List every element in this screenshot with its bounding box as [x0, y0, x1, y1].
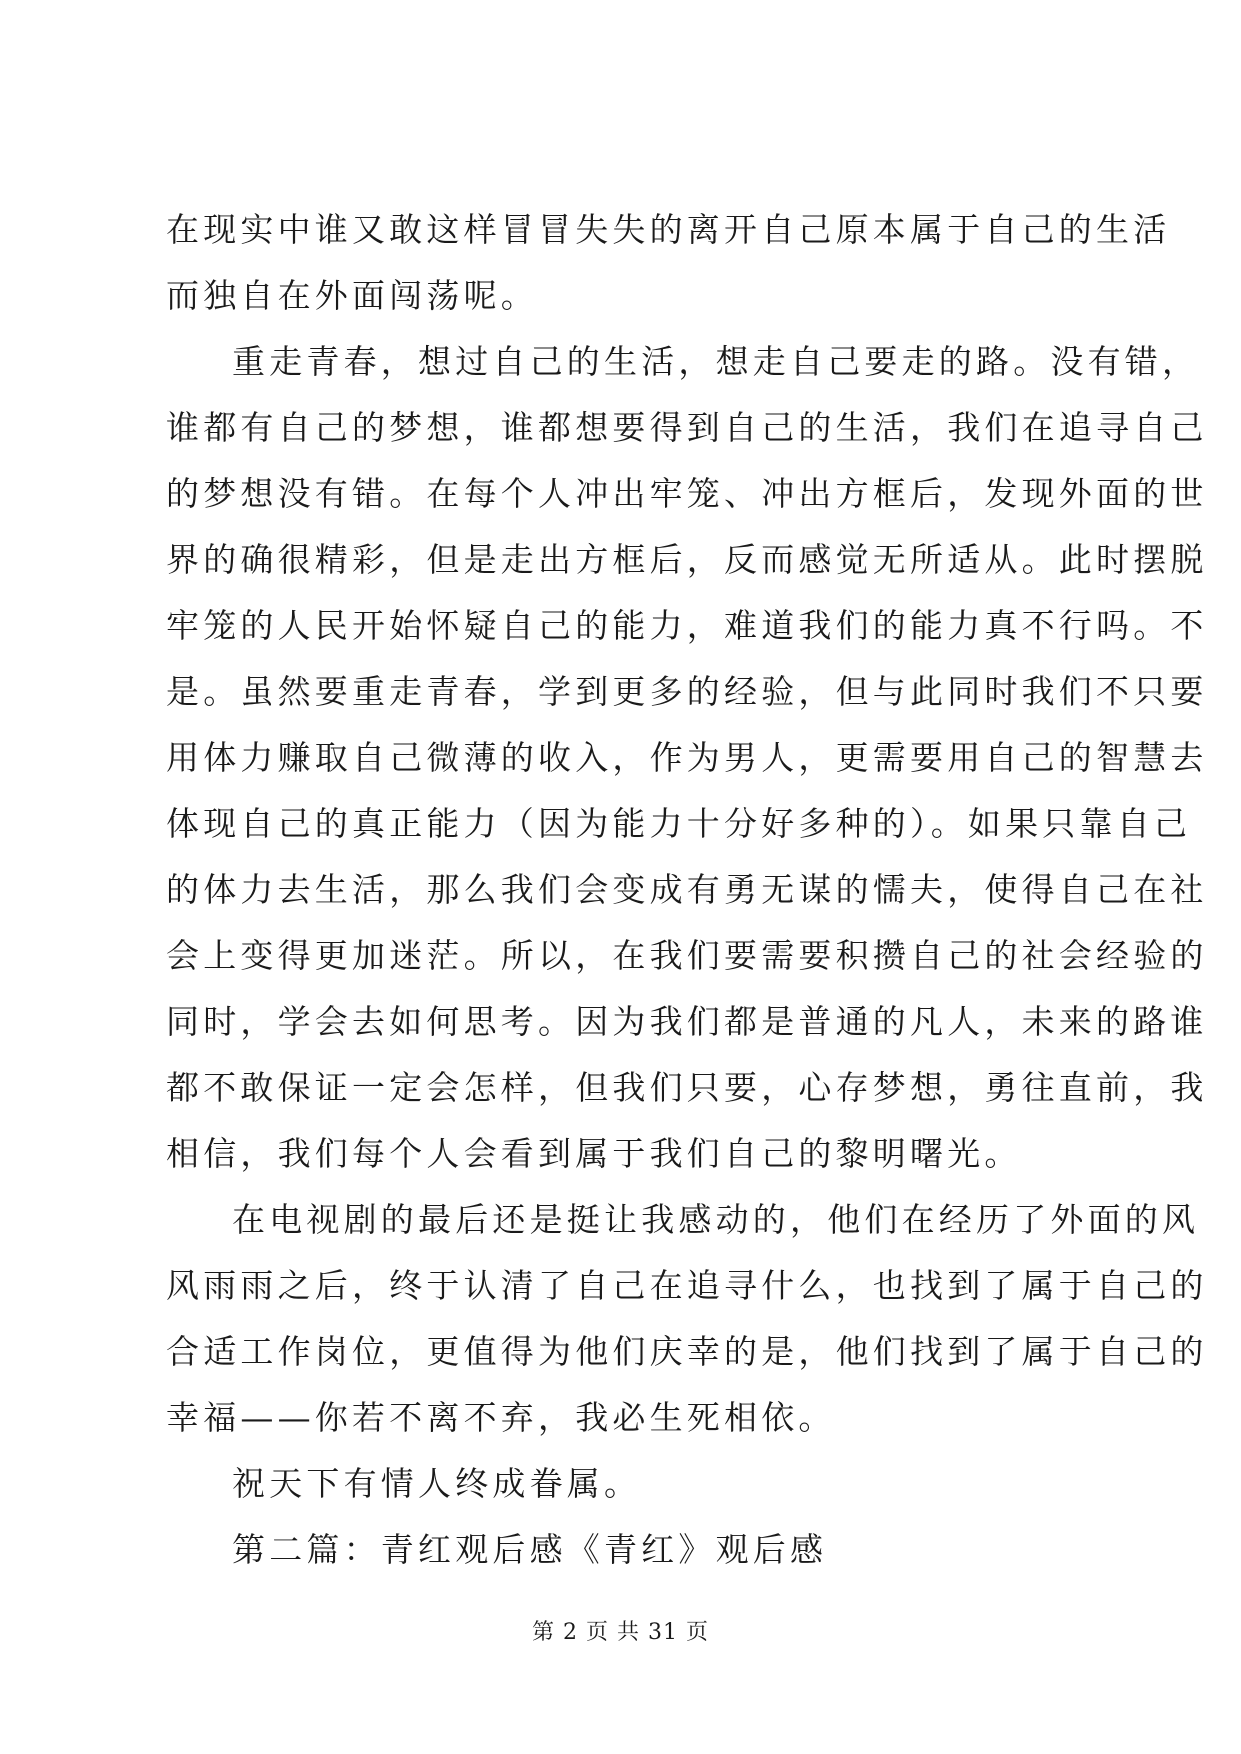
text-line: 合适工作岗位，更值得为他们庆幸的是，他们找到了属于自己的: [166, 1332, 1208, 1371]
text-line: 同时，学会去如何思考。因为我们都是普通的凡人，未来的路谁: [166, 1002, 1208, 1041]
text-line: 都不敢保证一定会怎样，但我们只要，心存梦想，勇往直前，我: [166, 1068, 1208, 1107]
text-line: 牢笼的人民开始怀疑自己的能力，难道我们的能力真不行吗。不: [166, 606, 1208, 645]
text-line: 谁都有自己的梦想，谁都想要得到自己的生活，我们在追寻自己: [166, 408, 1208, 447]
text-line: 风雨雨之后，终于认清了自己在追寻什么，也找到了属于自己的: [166, 1266, 1208, 1305]
text-line: 会上变得更加迷茫。所以，在我们要需要积攒自己的社会经验的: [166, 936, 1208, 975]
page-number-footer: 第 2 页 共 31 页: [532, 1620, 709, 1645]
text-line: 是。虽然要重走青春，学到更多的经验，但与此同时我们不只要: [166, 672, 1208, 711]
text-line: 祝天下有情人终成眷属。: [232, 1464, 642, 1503]
text-line: 用体力赚取自己微薄的收入，作为男人，更需要用自己的智慧去: [166, 738, 1208, 777]
section-heading: 第二篇：青红观后感《青红》观后感: [232, 1530, 828, 1569]
text-line: 相信，我们每个人会看到属于我们自己的黎明曙光。: [166, 1134, 1022, 1173]
text-line: 在现实中谁又敢这样冒冒失失的离开自己原本属于自己的生活: [166, 210, 1171, 249]
text-line: 而独自在外面闯荡呢。: [166, 276, 538, 315]
text-line: 的梦想没有错。在每个人冲出牢笼、冲出方框后，发现外面的世: [166, 474, 1208, 513]
text-line: 体现自己的真正能力（因为能力十分好多种的）。如果只靠自己: [166, 804, 1192, 843]
text-line: 在电视剧的最后还是挺让我感动的，他们在经历了外面的风: [232, 1200, 1200, 1239]
text-line: 界的确很精彩，但是走出方框后，反而感觉无所适从。此时摆脱: [166, 540, 1208, 579]
text-line: 重走青春，想过自己的生活，想走自己要走的路。没有错，: [232, 342, 1200, 381]
text-line: 的体力去生活，那么我们会变成有勇无谋的懦夫，使得自己在社: [166, 870, 1208, 909]
text-line: 幸福——你若不离不弃，我必生死相依。: [166, 1398, 836, 1437]
